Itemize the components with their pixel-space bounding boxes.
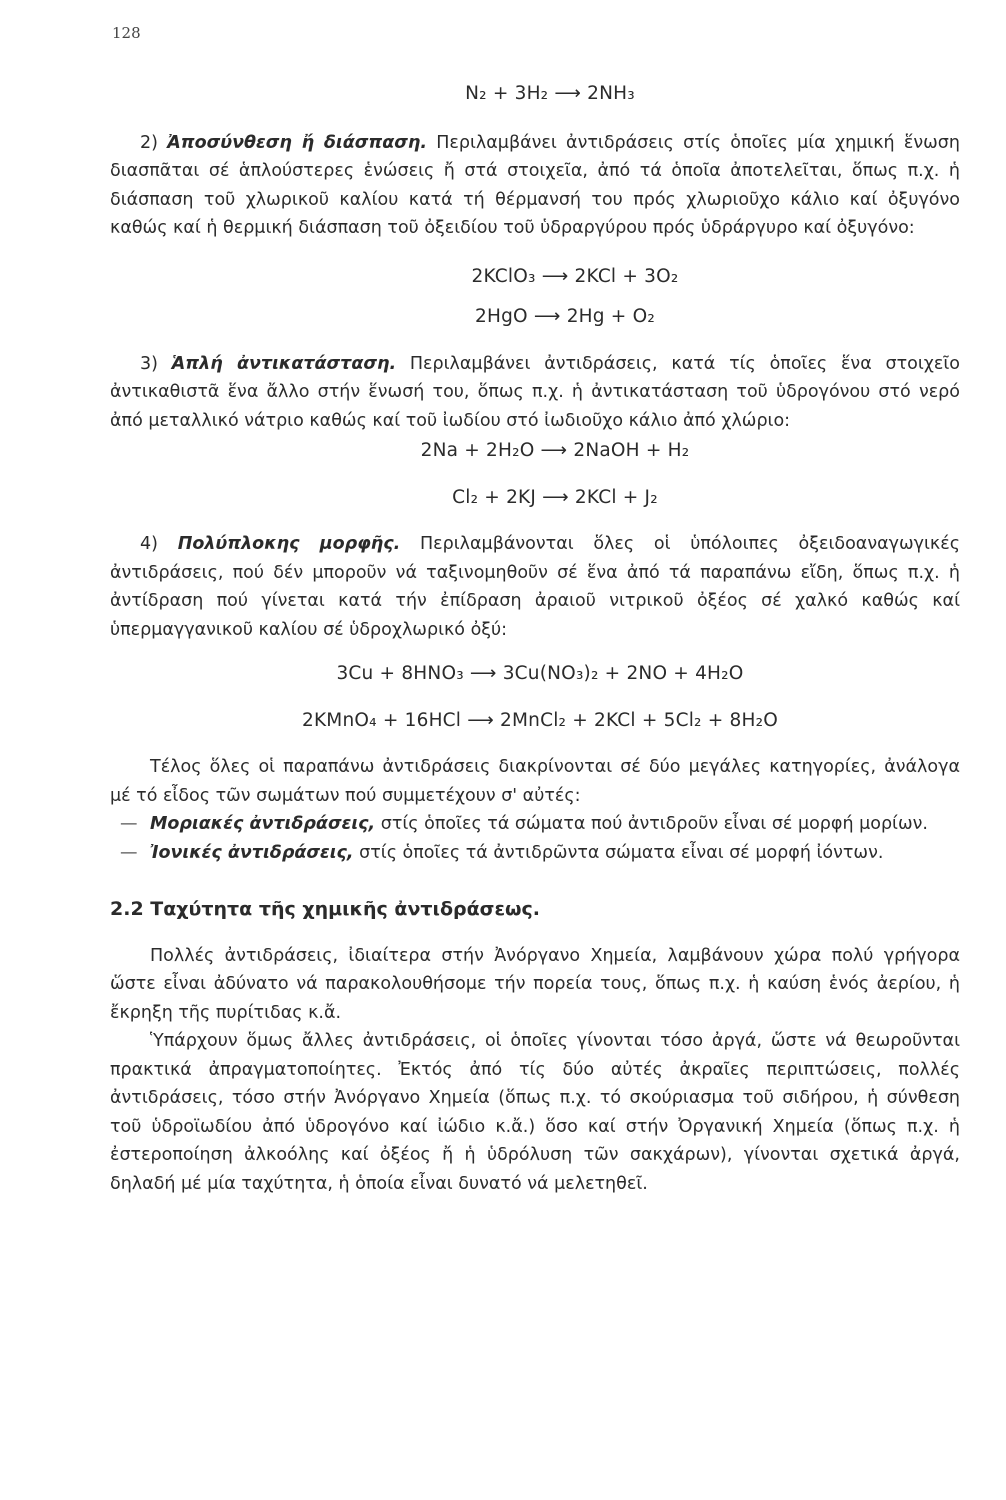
ionic-term: Ἰονικές ἀντιδράσεις, bbox=[150, 842, 354, 863]
item-complex bbox=[110, 530, 960, 644]
ionic-text: στίς ὁποῖες τά ἀντιδρῶντα σώματα εἶναι σέ μορφή ἰόντων. bbox=[359, 842, 884, 863]
item-term: Πολύπλοκης μορφῆς. bbox=[177, 534, 401, 554]
item-single-replacement bbox=[110, 350, 960, 436]
section-paragraph-2: Ὑπάρχουν ὅμως ἄλλες ἀντιδράσεις, οἱ ὁποῖες γίνονται τόσο ἀργά, ὥστε νά θεωροῦνται πρακτικά ἀπραγματοποίητες. Ἐκτός ἀπό τίς δύο αὐτές ἀκραῖες περιπτώσεις, πολλές ἀντιδράσεις, τόσο στήν Ἀνόργανο Χημεία (ὅπως π.χ. τό σκούριασμα τοῦ σιδήρου, ἡ σύνθεση τοῦ ὑδροϊωδίου ἀπό ὑδρογόνο καί ἰώδιο κ.ἄ.) ὅσο καί στήν Ὀργανική Χημεία (ὅπως π.χ. ἡ ἐστεροποίηση ἀλκοόλης καί ὀξέος ἤ ἡ ὑδρόλυση τῶν σακχάρων), γίνονται σχετικά ἀργά, δηλαδή μέ μία ταχύτητα, ἡ ὁποία εἶναι δυνατό νά μελετηθεῖ. bbox=[110, 1031, 960, 1194]
list-item-molecular bbox=[110, 810, 960, 839]
equation-kmno4-hcl: 2KMnO₄ + 16HCl ⟶ 2MnCl₂ + 2KCl + 5Cl₂ + 8H₂O bbox=[302, 709, 778, 731]
closing-intro: Τέλος ὅλες οἱ παραπάνω ἀντιδράσεις διακρίνονται σέ δύο μεγάλες κατηγορίες, ἀνάλογα μέ τό εἶδος τῶν σωμάτων πού συμμετέχουν σ' αὐτές: bbox=[110, 757, 960, 806]
list-item-ionic bbox=[110, 839, 960, 868]
equation-kclo3-decomposition: 2KClO₃ ⟶ 2KCl + 3O₂ bbox=[471, 265, 679, 287]
item-number: 4) bbox=[140, 534, 158, 554]
item-text: Περιλαμβάνει ἀντιδράσεις, κατά τίς ὁποῖες ἕνα στοιχεῖο ἀντικαθιστᾶ ἕνα ἄλλο στήν ἕνωσή του, ὅπως π.χ. ἡ ἀντικατάσταση τοῦ ὑδρογόνου στό νερό ἀπό μεταλλικό νάτριο καθώς καί τοῦ ἰωδίου στό ἰωδιοῦχο κάλιο ἀπό χλώριο: bbox=[110, 353, 960, 431]
item-term: Ἀποσύνθεση ἤ διάσπαση. bbox=[167, 132, 427, 153]
item-text: Περιλαμβάνονται ὅλες οἱ ὑπόλοιπες ὀξειδοαναγωγικές ἀντιδράσεις, πού δέν μποροῦν νά ταξινομηθοῦν σέ ἕνα ἀπό τά παραπάνω εἴδη, ὅπως π.χ. ἡ ἀντίδραση πού γίνεται κατά τήν ἐπίδραση ἀραιοῦ νιτρικοῦ ὀξέος σέ χαλκό καθώς καί ὑπερμαγγανικοῦ καλίου σέ ὑδροχλωρικό ὀξύ: bbox=[110, 534, 960, 640]
molecular-term: Μοριακές ἀντιδράσεις, bbox=[150, 814, 376, 834]
molecular-text: στίς ὁποῖες τά σώματα πού ἀντιδροῦν εἶναι σέ μορφή μορίων. bbox=[380, 814, 928, 834]
item-decomposition bbox=[110, 129, 960, 243]
section-heading: 2.2 Ταχύτητα τῆς χημικῆς ἀντιδράσεως. bbox=[110, 898, 541, 920]
item-term: Ἁπλή ἀντικατάσταση. bbox=[171, 353, 397, 374]
equation-hgo-decomposition: 2HgO ⟶ 2Hg + O₂ bbox=[475, 306, 655, 327]
section-paragraph-1: Πολλές ἀντιδράσεις, ἰδιαίτερα στήν Ἀνόργανο Χημεία, λαμβάνουν χώρα πολύ γρήγορα ὥστε εἶναι ἀδύνατο νά παρακολουθήσομε τήν πορεία τους, ὅπως π.χ. ἡ καύση ἑνός ἀερίου, ἡ ἔκρηξη τῆς πυρίτιδας κ.ἄ. bbox=[110, 945, 960, 1023]
reaction-categories-list bbox=[110, 810, 960, 867]
equation-sodium-water: 2Na + 2H₂O ⟶ 2NaOH + H₂ bbox=[420, 440, 690, 461]
item-number: 2) bbox=[140, 132, 158, 153]
item-text: Περιλαμβάνει ἀντιδράσεις στίς ὁποῖες μία χημική ἕνωση διασπᾶται σέ ἁπλούστερες ἑνώσεις ἤ στά στοιχεῖα, ἀπό τά ὁποῖα ἀποτελεῖται, ὅπως π.χ. ἡ διάσπαση τοῦ χλωρικοῦ καλίου κατά τή θέρμανσή του πρός χλωριοῦχο κάλιο καί ὀξυγόνο καθώς καί ἡ θερμική διάσπαση τοῦ ὀξειδίου τοῦ ὑδραργύρου πρός ὑδράργυρο καί ὀξυγόνο: bbox=[110, 132, 960, 238]
page-content bbox=[110, 80, 960, 1198]
page-number: 128 bbox=[112, 24, 141, 42]
equation-copper-nitric: 3Cu + 8HNO₃ ⟶ 3Cu(NO₃)₂ + 2NO + 4H₂O bbox=[336, 663, 744, 684]
equation-chlorine-kj: Cl₂ + 2KJ ⟶ 2KCl + J₂ bbox=[452, 486, 658, 508]
item-number: 3) bbox=[140, 353, 158, 374]
equation-ammonia-synthesis: N₂ + 3H₂ ⟶ 2NH₃ bbox=[465, 83, 635, 104]
